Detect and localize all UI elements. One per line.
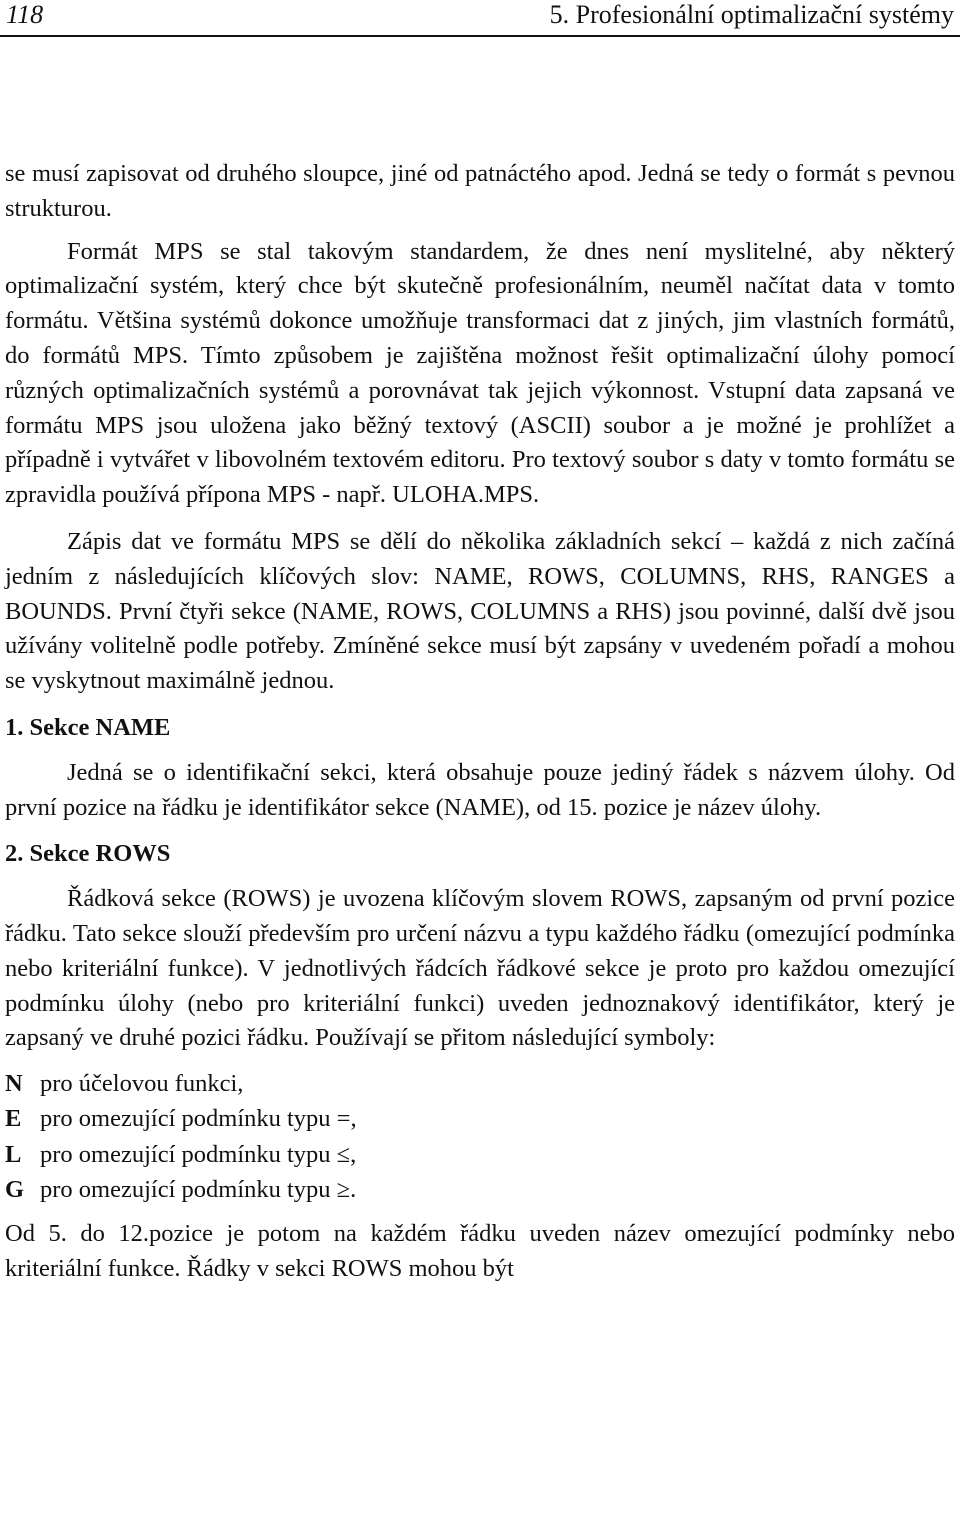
header-rule	[0, 35, 960, 37]
symbol-letter: L	[5, 1140, 22, 1168]
symbol-list	[5, 1066, 955, 1207]
list-item	[5, 1172, 955, 1207]
paragraph-rows-section: Řádková sekce (ROWS) je uvozena klíčovým slovem ROWS, zapsaným od první pozice řádku. Tato sekce slouží především pro určení názvu a typu každého řádku (omezující podmínka nebo kriteriální funkce). V jednotlivých řádcích řádkové sekce je proto pro každou omezující podmínku úlohy (nebo pro kriteriální funkci) uveden jednoznakový identifikátor, který je zapsaný ve druhé pozici řádku. Používají se přitom následující symboly:	[5, 885, 955, 1052]
symbol-description: pro účelovou funkci,	[40, 1070, 244, 1098]
symbol-description: pro omezující podmínku typu =,	[40, 1105, 357, 1133]
symbol-description: pro omezující podmínku typu ≤,	[40, 1140, 357, 1168]
paragraph-name-section: Jedná se o identifikační sekci, která obsahuje pouze jediný řádek s názvem úlohy. Od první pozice na řádku je identifikátor sekce (NAME), od 15. pozice je název úlohy.	[5, 758, 955, 821]
page-header	[0, 0, 960, 40]
symbol-letter: G	[5, 1175, 25, 1203]
list-item	[5, 1137, 955, 1172]
page-number: 118	[6, 0, 44, 29]
list-item	[5, 1101, 955, 1136]
paragraph-sections: Zápis dat ve formátu MPS se dělí do několika základních sekcí – každá z nich začíná jedním z následujících klíčových slov: NAME, ROWS, COLUMNS, RHS, RANGES a BOUNDS. První čtyři sekce (NAME, ROWS, COLUMNS a RHS) jsou povinné, další dvě jsou užívány volitelně podle potřeby. Zmíněné sekce musí být zapsány v uvedeném pořadí a mohou se vyskytnout maximálně jednou.	[5, 527, 955, 695]
paragraph-mps-format: Formát MPS se stal takovým standardem, že dnes není myslitelné, aby některý optimalizační systém, který chce být skutečně profesionálním, neuměl načítat data v tomto formátu. Většina systémů dokonce umožňuje transformaci dat z jiných, jim vlastních formátů, do formátů MPS. Tímto způsobem je zajištěna možnost řešit optimalizační úlohy pomocí různých optimalizačních systémů a porovnávat tak jejich výkonnost. Vstupní data zapsaná ve formátu MPS jsou uložena jako běžný textový (ASCII) soubor a je možné je prohlížet a případně i vytvářet v libovolném textovém editoru. Pro textový soubor s daty v tomto formátu se zpravidla používá přípona MPS - např. ULOHA.MPS.	[5, 237, 955, 509]
list-item	[5, 1066, 955, 1101]
symbol-description: pro omezující podmínku typu ≥.	[40, 1175, 357, 1203]
page-body	[5, 157, 955, 1287]
symbol-letter: E	[5, 1105, 22, 1133]
paragraph-continuation: se musí zapisovat od druhého sloupce, jiné od patnáctého apod. Jedná se tedy o formát s pevnou strukturou.	[5, 160, 955, 222]
running-title: 5. Profesionální optimalizační systémy	[549, 0, 954, 29]
paragraph-row-names: Od 5. do 12.pozice je potom na každém řádku uveden název omezující podmínky nebo kriteriální funkce. Řádky v sekci ROWS mohou být	[5, 1219, 955, 1282]
symbol-letter: N	[5, 1070, 23, 1098]
heading-section-name: 1. Sekce NAME	[5, 713, 171, 741]
heading-section-rows: 2. Sekce ROWS	[5, 840, 171, 868]
